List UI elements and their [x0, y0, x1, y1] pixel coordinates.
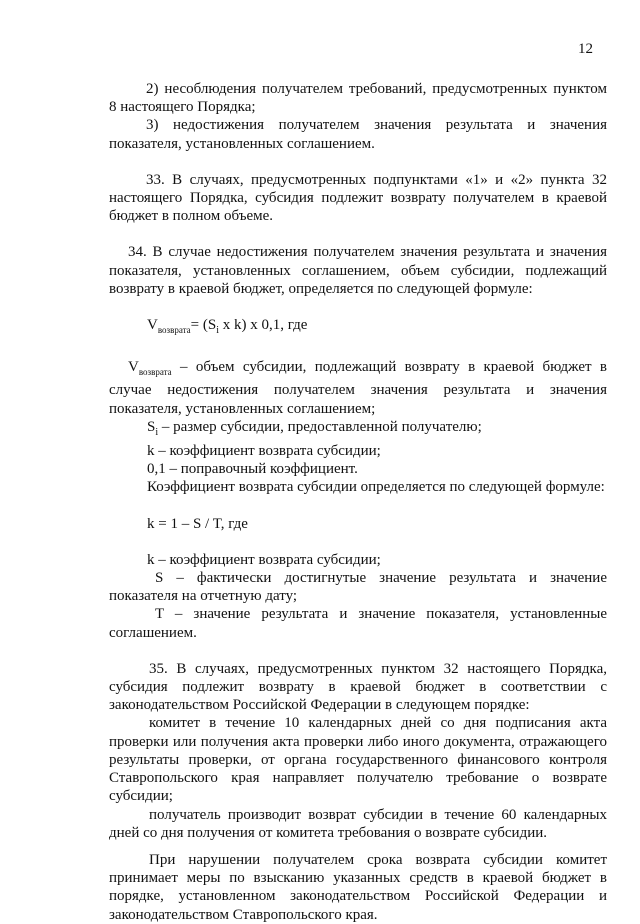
definition-v-return: [109, 358, 607, 418]
formula-i-subscript: i: [216, 325, 219, 337]
definition-s-2: S – фактически достигнутые значение результата и значение показателя на отчетную дату;: [109, 570, 607, 605]
definition-v: V: [128, 359, 139, 376]
definition-v-text: – объем субсидии, подлежащий возврату в краевой бюджет в случае недостижения получателем значения результата и значения показателя, установленных соглашением;: [109, 359, 607, 417]
formula-rest: x k) x 0,1, где: [218, 317, 308, 334]
paragraph-35-committee: комитет в течение 10 календарных дней со дня подписания акта проверки или получения акта проверки либо иного документа, отражающего результаты проверки, от органа государственного финансового контроля Ставропольского края направляет получателю требование о возврате субсидии;: [109, 715, 607, 805]
formula-v-subscript: возврата: [157, 325, 191, 336]
definition-0-1: 0,1 – поправочный коэффициент.: [147, 461, 358, 478]
paragraph-34: 34. В случае недостижения получателем значения результата и значения показателя, установленных соглашением, объем субсидии, подлежащий возврату в краевой бюджет, определяется по следующей формуле:: [109, 244, 607, 297]
definition-v-subscript: возврата: [138, 367, 172, 378]
formula-v-return: [109, 316, 607, 340]
definition-s-text: – размер субсидии, предоставленной получателю;: [158, 418, 482, 435]
page-number: 12: [578, 41, 593, 57]
definition-t: T – значение результата и значение показателя, установленные соглашением.: [109, 606, 607, 641]
document-body: [109, 80, 607, 924]
formula-middle: = (S: [190, 317, 217, 334]
paragraph-33: 33. В случаях, предусмотренных подпунктами «1» и «2» пункта 32 настоящего Порядка, субсидия подлежит возврату получателем в краевой бюджет в полном объеме.: [109, 171, 607, 225]
list-item-2: 2) несоблюдения получателем требований, предусмотренных пунктом 8 настоящего Порядка;: [109, 81, 607, 116]
formula-k: k = 1 – S / T, где: [147, 515, 248, 532]
coefficient-intro: Коэффициент возврата субсидии определяется по следующей формуле:: [147, 479, 605, 496]
definition-s-subscript: i: [155, 426, 159, 438]
definition-k: k – коэффициент возврата субсидии;: [147, 443, 381, 460]
definition-k-2: k – коэффициент возврата субсидии;: [147, 551, 381, 568]
formula-v: V: [147, 317, 158, 334]
paragraph-violation: При нарушении получателем срока возврата субсидии комитет принимает меры по взысканию указанных средств в краевой бюджет в порядке, установленном законодательством Российской Федерации и законодательством Ставропольского края.: [109, 851, 607, 923]
definition-s-i: [109, 418, 607, 442]
definition-s: S: [147, 418, 156, 435]
paragraph-35: 35. В случаях, предусмотренных пунктом 32 настоящего Порядка, субсидия подлежит возврату в краевой бюджет в соответствии с законодательством Российской Федерации в следующем порядке:: [109, 660, 607, 714]
list-item-3: 3) недостижения получателем значения результата и значения показателя, установленных соглашением.: [109, 117, 607, 152]
paragraph-35-recipient: получатель производит возврат субсидии в течение 60 календарных дней со дня получения от комитета требования о возврате субсидии.: [109, 806, 607, 841]
